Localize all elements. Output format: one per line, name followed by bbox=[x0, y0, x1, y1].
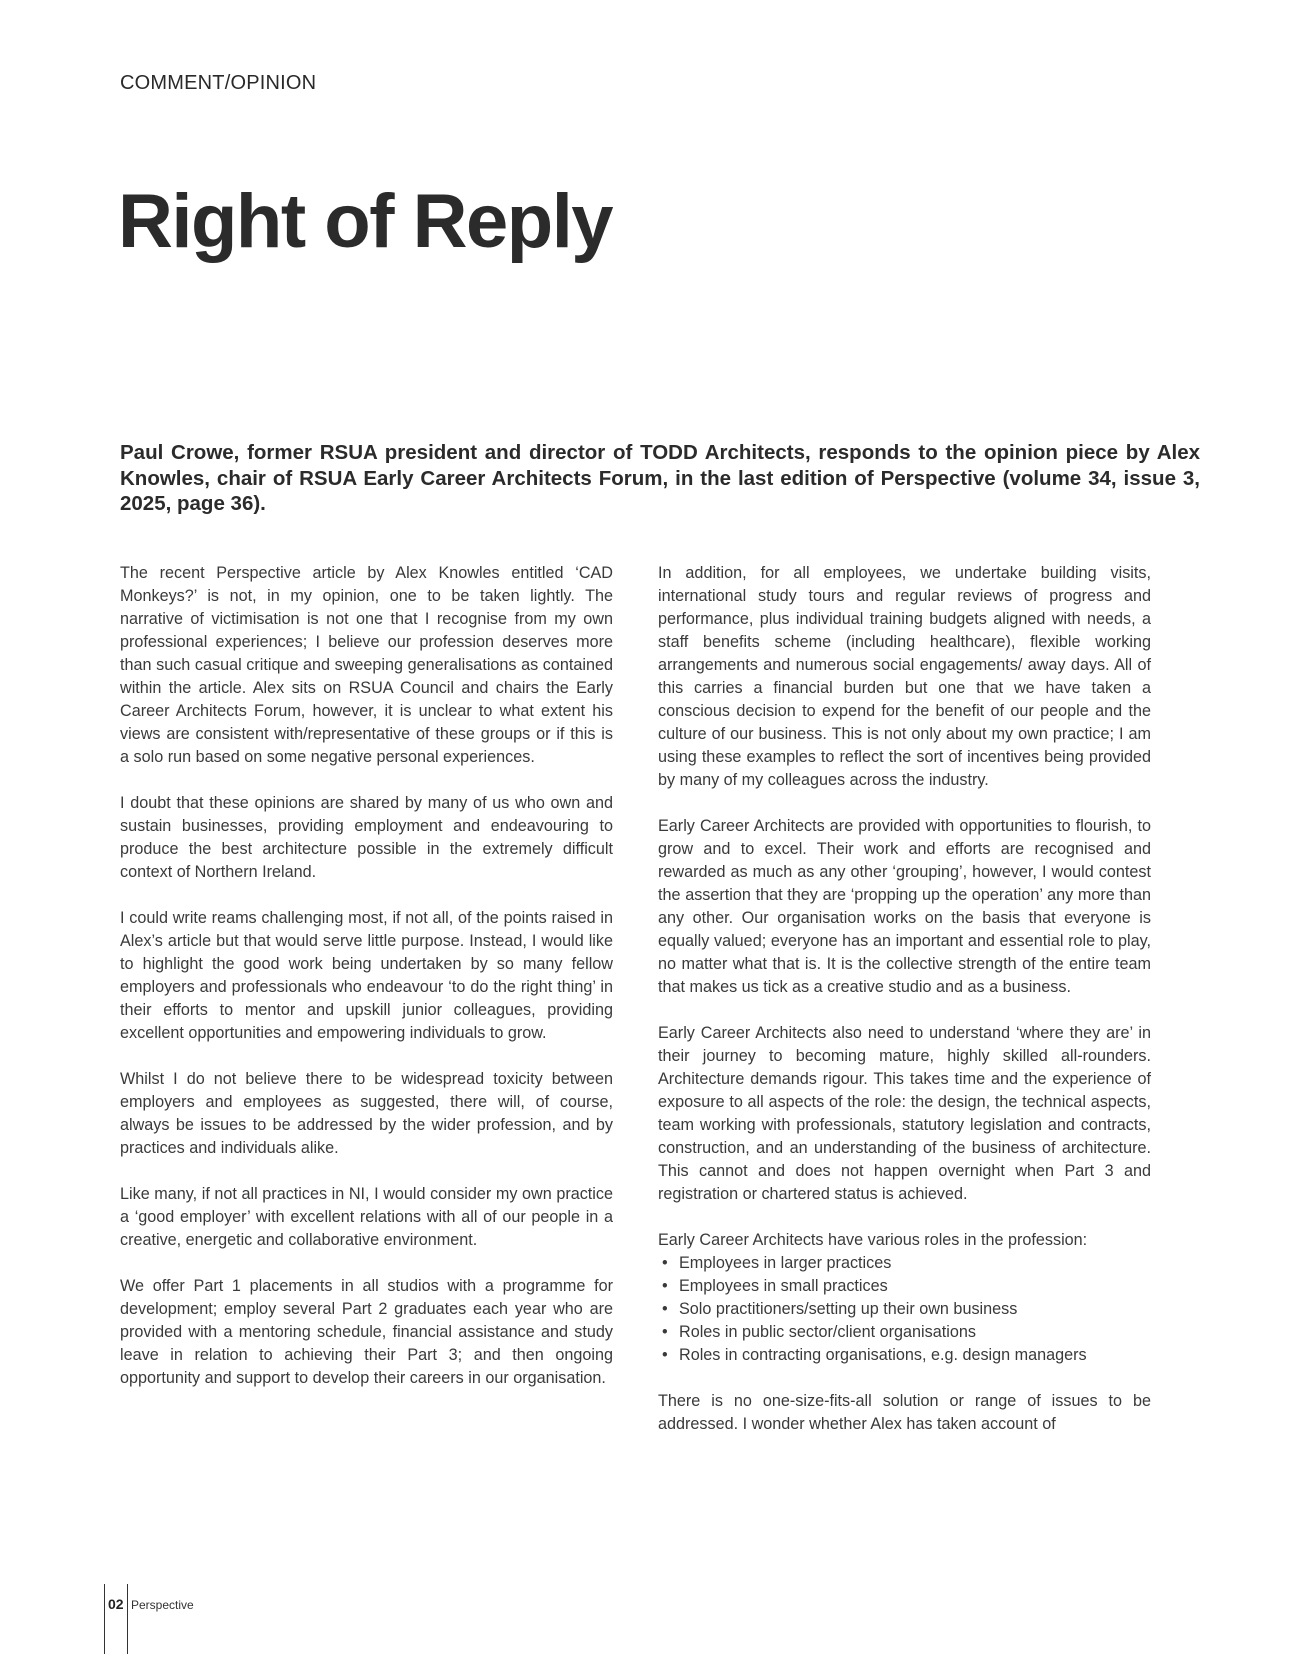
bullet-icon: • bbox=[662, 1300, 668, 1318]
body-paragraph: Early Career Architects also need to understand ‘where they are’ in their journey to becoming mature, highly skilled all-rounders. Architecture demands rigour. This takes time and the experience of exposure to all aspects of the role: the design, the technical aspects, team working with professionals, statutory legislation and contracts, construction, and an understanding of the business of architecture. This cannot and does not happen overnight when Part 3 and registration or chartered status is achieved. bbox=[658, 1024, 1151, 1203]
list-item-text: Roles in contracting organisations, e.g. design managers bbox=[679, 1346, 1087, 1364]
body-paragraph: Like many, if not all practices in NI, I would consider my own practice a ‘good employer’ with excellent relations with all of our people in a creative, energetic and collaborative environment. bbox=[120, 1185, 613, 1249]
bullet-icon: • bbox=[662, 1254, 668, 1272]
list-item-text: Employees in small practices bbox=[679, 1277, 888, 1295]
body-paragraph: I could write reams challenging most, if not all, of the points raised in Alex’s article but that would serve little purpose. Instead, I would like to highlight the good work being undertaken by so many fellow employers and professionals who endeavour ‘to do the right thing’ in their efforts to mentor and upskill junior colleagues, providing excellent opportunities and empowering individuals to grow. bbox=[120, 909, 613, 1042]
list-item bbox=[658, 1321, 1151, 1344]
roles-list bbox=[658, 1252, 1151, 1367]
article-title: Right of Reply bbox=[118, 179, 613, 264]
list-item bbox=[658, 1298, 1151, 1321]
section-label: COMMENT/OPINION bbox=[120, 72, 317, 94]
body-paragraph: I doubt that these opinions are shared by many of us who own and sustain businesses, providing employment and endeavouring to produce the best architecture possible in the extremely difficult context of Northern Ireland. bbox=[120, 794, 613, 881]
list-item bbox=[658, 1252, 1151, 1275]
list-item bbox=[658, 1275, 1151, 1298]
body-paragraph: Early Career Architects are provided with opportunities to flourish, to grow and to excel. Their work and efforts are recognised and rewarded as much as any other ‘grouping’, however, I would contest the assertion that they are ‘propping up the operation’ any more than any other. Our organisation works on the basis that everyone is equally valued; everyone has an important and essential role to play, no matter what that is. It is the collective strength of the entire team that makes us tick as a creative studio and as a business. bbox=[658, 817, 1151, 996]
bullet-icon: • bbox=[662, 1277, 668, 1295]
body-paragraph: We offer Part 1 placements in all studios with a programme for development; employ several Part 2 graduates each year who are provided with a mentoring schedule, financial assistance and study leave in relation to achieving their Part 3; and then ongoing opportunity and support to develop their careers in our organisation. bbox=[120, 1277, 613, 1387]
body-paragraph: The recent Perspective article by Alex Knowles entitled ‘CAD Monkeys?’ is not, in my opinion, one to be taken lightly. The narrative of victimisation is not one that I recognise from my own professional experiences; I believe our profession deserves more than such casual critique and sweeping generalisations as contained within the article. Alex sits on RSUA Council and chairs the Early Career Architects Forum, however, it is unclear to what extent his views are consistent with/representative of these groups or if this is a solo run based on some negative personal experiences. bbox=[120, 564, 613, 766]
body-paragraph: Whilst I do not believe there to be widespread toxicity between employers and employees as suggested, there will, of course, always be issues to be addressed by the wider profession, and by practices and individuals alike. bbox=[120, 1070, 613, 1157]
list-item bbox=[658, 1344, 1151, 1367]
page-number: 02 bbox=[108, 1596, 124, 1612]
bullet-icon: • bbox=[662, 1346, 668, 1364]
publication-name: Perspective bbox=[131, 1598, 194, 1612]
bullet-icon: • bbox=[662, 1323, 668, 1341]
left-column bbox=[120, 562, 613, 1413]
body-paragraph: In addition, for all employees, we undertake building visits, international study tours and regular reviews of progress and performance, plus individual training budgets aligned with needs, a staff benefits scheme (including healthcare), flexible working arrangements and numerous social engagements/ away days. All of this carries a financial burden but one that we have taken a conscious decision to expend for the benefit of our people and the culture of our business. This is not only about my own practice; I am using these examples to reflect the sort of incentives being provided by many of my colleagues across the industry. bbox=[658, 564, 1151, 789]
right-column bbox=[658, 562, 1151, 1459]
footer-rule bbox=[104, 1584, 128, 1654]
list-item-text: Solo practitioners/setting up their own business bbox=[679, 1300, 1018, 1318]
list-item-text: Employees in larger practices bbox=[679, 1254, 892, 1272]
roles-intro: Early Career Architects have various roles in the profession: bbox=[658, 1231, 1088, 1249]
list-item-text: Roles in public sector/client organisations bbox=[679, 1323, 976, 1341]
body-paragraph: There is no one-size-fits-all solution or range of issues to be addressed. I wonder whether Alex has taken account of bbox=[658, 1392, 1151, 1433]
standfirst: Paul Crowe, former RSUA president and director of TODD Architects, responds to the opinion piece by Alex Knowles, chair of RSUA Early Career Architects Forum, in the last edition of Perspective (volume 34, issue 3, 2025, page 36). bbox=[120, 441, 1200, 515]
